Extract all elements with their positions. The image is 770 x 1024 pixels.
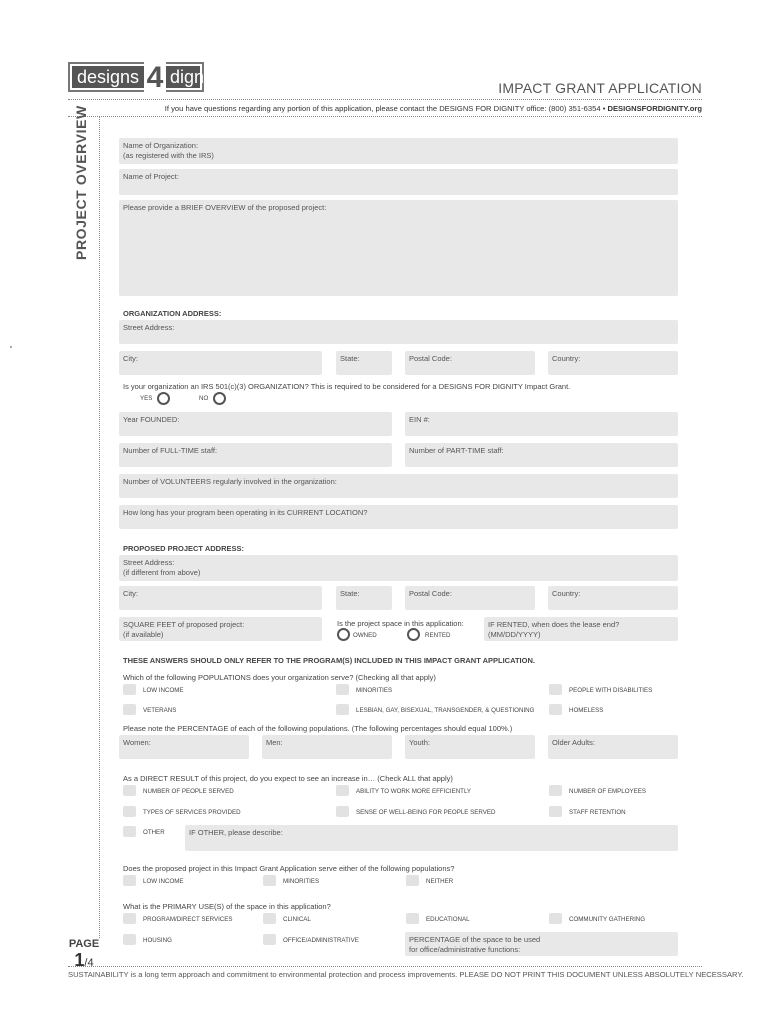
- option-minorities: MINORITIES: [356, 687, 393, 694]
- populations-question: Which of the following POPULATIONS does your organization serve? (Checking all that apply): [123, 673, 436, 682]
- irs-no-label: NO: [199, 395, 209, 402]
- org-name-sublabel: (as registered with the IRS): [123, 151, 214, 160]
- checkbox-program-services[interactable]: [123, 913, 136, 924]
- checkbox-other[interactable]: [123, 826, 136, 837]
- contact-text: If you have questions regarding any portion of this application, please contact the DESIGNS FOR DIGNITY office: (800) 351-6354: [164, 104, 601, 113]
- project-street-label: Street Address:: [123, 558, 175, 567]
- programs-heading: THESE ANSWERS SHOULD ONLY REFER TO THE PROGRAM(S) INCLUDED IN THIS IMPACT GRANT APPLICATION.: [123, 656, 535, 665]
- option-office-admin: OFFICE/ADMINISTRATIVE: [283, 937, 359, 944]
- org-name-field[interactable]: [119, 138, 678, 164]
- checkbox-educational[interactable]: [406, 913, 419, 924]
- page-title: IMPACT GRANT APPLICATION: [498, 80, 702, 96]
- option-homeless: HOMELESS: [569, 707, 604, 714]
- option-disabilities: PEOPLE WITH DISABILITIES: [569, 687, 653, 694]
- full-time-staff-label: Number of FULL-TIME staff:: [123, 446, 218, 455]
- owned-label: OWNED: [353, 632, 377, 639]
- checkbox-minorities[interactable]: [336, 684, 349, 695]
- checkbox-clinical[interactable]: [263, 913, 276, 924]
- square-feet-label: SQUARE FEET of proposed project:: [123, 620, 245, 629]
- checkbox-people-served[interactable]: [123, 785, 136, 796]
- org-state-label: State:: [340, 354, 360, 363]
- project-city-field[interactable]: [119, 586, 322, 610]
- other-describe-field[interactable]: [185, 825, 678, 851]
- percentage-question: Please note the PERCENTAGE of each of the following populations. (The following percentages should equal 100%.): [123, 724, 513, 733]
- lease-end-field[interactable]: [484, 617, 678, 641]
- header-divider-bottom: [68, 116, 702, 117]
- office-percentage-sublabel: for office/administrative functions:: [409, 945, 521, 954]
- designs-4-dignity-logo: [68, 61, 223, 94]
- org-street-label: Street Address:: [123, 323, 175, 332]
- option-services-types: TYPES OF SERVICES PROVIDED: [143, 809, 241, 816]
- women-pct-field[interactable]: [119, 735, 249, 759]
- men-pct-field[interactable]: [262, 735, 392, 759]
- year-founded-label: Year FOUNDED:: [123, 415, 180, 424]
- project-street-sublabel: (if different from above): [123, 568, 201, 577]
- checkbox-low-income[interactable]: [123, 684, 136, 695]
- project-state-label: State:: [340, 589, 360, 598]
- org-state-field[interactable]: [336, 351, 392, 375]
- checkbox-employees[interactable]: [549, 785, 562, 796]
- org-country-label: Country:: [552, 354, 581, 363]
- stray-mark: [10, 346, 12, 348]
- checkbox-serve-minorities[interactable]: [263, 875, 276, 886]
- location-duration-field[interactable]: [119, 505, 678, 529]
- option-housing: HOUSING: [143, 937, 172, 944]
- irs-yes-label: YES: [140, 395, 153, 402]
- part-time-staff-label: Number of PART-TIME staff:: [409, 446, 504, 455]
- option-other: OTHER: [143, 829, 165, 836]
- option-work-efficiently: ABILITY TO WORK MORE EFFICIENTLY: [356, 788, 472, 795]
- checkbox-lgbtq[interactable]: [336, 704, 349, 715]
- rented-label: RENTED: [425, 632, 451, 639]
- volunteers-label: Number of VOLUNTEERS regularly involved in the organization:: [123, 477, 337, 486]
- option-employees: NUMBER OF EMPLOYEES: [569, 788, 647, 795]
- checkbox-housing[interactable]: [123, 934, 136, 945]
- page-number: 1: [74, 950, 85, 970]
- rented-radio[interactable]: [407, 628, 420, 641]
- option-serve-minorities: MINORITIES: [283, 878, 320, 885]
- lease-end-label: IF RENTED, when does the lease end?: [488, 620, 620, 629]
- website-link[interactable]: DESIGNSFORDIGNITY.org: [607, 104, 702, 113]
- option-well-being: SENSE OF WELL-BEING FOR PEOPLE SERVED: [356, 809, 496, 816]
- option-lgbtq: LESBIAN, GAY, BISEXUAL, TRANSGENDER, & QUESTIONING: [356, 707, 535, 714]
- irs-question: Is your organization an IRS 501(c)(3) ORGANIZATION? This is required to be considered for a DESIGNS FOR DIGNITY Impact Grant.: [123, 382, 571, 391]
- option-serve-neither: NEITHER: [426, 878, 454, 885]
- checkbox-community-gathering[interactable]: [549, 913, 562, 924]
- org-city-label: City:: [123, 354, 138, 363]
- lease-end-format: (MM/DD/YYYY): [488, 630, 541, 639]
- older-adults-label: Older Adults:: [552, 738, 595, 747]
- logo-word-dignity: dignity: [170, 67, 223, 87]
- page-label: PAGE: [68, 938, 100, 950]
- contact-line: [165, 104, 702, 113]
- youth-label: Youth:: [409, 738, 430, 747]
- option-veterans: VETERANS: [143, 707, 177, 714]
- project-postal-label: Postal Code:: [409, 589, 452, 598]
- older-adults-pct-field[interactable]: [548, 735, 678, 759]
- option-serve-low-income: LOW INCOME: [143, 878, 184, 885]
- checkbox-serve-neither[interactable]: [406, 875, 419, 886]
- project-state-field[interactable]: [336, 586, 392, 610]
- org-name-label: Name of Organization:: [123, 141, 199, 150]
- serve-question: Does the proposed project in this Impact Grant Application serve either of the following populations?: [123, 864, 455, 873]
- project-overview-field[interactable]: [119, 200, 678, 296]
- option-clinical: CLINICAL: [283, 916, 311, 923]
- increase-question: As a DIRECT RESULT of this project, do you expect to see an increase in… (Check ALL that apply): [123, 774, 453, 783]
- org-postal-label: Postal Code:: [409, 354, 452, 363]
- project-country-label: Country:: [552, 589, 581, 598]
- section-title: PROJECT OVERVIEW: [73, 105, 89, 260]
- square-feet-field[interactable]: [119, 617, 322, 641]
- org-street-field[interactable]: [119, 320, 678, 344]
- space-question: Is the project space in this application:: [337, 619, 464, 628]
- project-address-heading: PROPOSED PROJECT ADDRESS:: [123, 544, 244, 553]
- footer-divider: [68, 966, 702, 967]
- project-overview-label: Please provide a BRIEF OVERVIEW of the proposed project:: [123, 203, 327, 212]
- header-divider: [68, 99, 702, 100]
- irs-yes-radio[interactable]: [157, 392, 170, 405]
- option-program-services: PROGRAM/DIRECT SERVICES: [143, 916, 233, 923]
- office-percentage-field[interactable]: [405, 932, 678, 956]
- org-address-heading: ORGANIZATION ADDRESS:: [123, 309, 222, 318]
- part-time-staff-field[interactable]: [405, 443, 678, 467]
- org-city-field[interactable]: [119, 351, 322, 375]
- project-name-label: Name of Project:: [123, 172, 179, 181]
- checkbox-staff-retention[interactable]: [549, 806, 562, 817]
- location-duration-label: How long has your program been operating in its CURRENT LOCATION?: [123, 508, 368, 517]
- full-time-staff-field[interactable]: [119, 443, 392, 467]
- sustainability-notice: SUSTAINABILITY is a long term approach and commitment to environmental protection and process improvements. PLEASE DO NOT PRINT THIS DOCUMENT UNLESS ABSOLUTELY NECESSARY.: [68, 970, 744, 979]
- checkbox-serve-low-income[interactable]: [123, 875, 136, 886]
- men-label: Men:: [266, 738, 283, 747]
- ein-field[interactable]: [405, 412, 678, 436]
- project-name-field[interactable]: [119, 169, 678, 195]
- checkbox-homeless[interactable]: [549, 704, 562, 715]
- other-describe-label: IF OTHER, please describe:: [189, 828, 283, 837]
- checkbox-services-types[interactable]: [123, 806, 136, 817]
- year-founded-field[interactable]: [119, 412, 392, 436]
- checkbox-veterans[interactable]: [123, 704, 136, 715]
- checkbox-well-being[interactable]: [336, 806, 349, 817]
- irs-no-radio[interactable]: [213, 392, 226, 405]
- owned-radio[interactable]: [337, 628, 350, 641]
- project-country-field[interactable]: [548, 586, 678, 610]
- ein-label: EIN #:: [409, 415, 430, 424]
- org-country-field[interactable]: [548, 351, 678, 375]
- contact-bullet: •: [602, 104, 606, 113]
- office-percentage-label: PERCENTAGE of the space to be used: [409, 935, 541, 944]
- checkbox-office-admin[interactable]: [263, 934, 276, 945]
- youth-pct-field[interactable]: [405, 735, 535, 759]
- square-feet-sublabel: (if available): [123, 630, 164, 639]
- use-question: What is the PRIMARY USE(S) of the space in this application?: [123, 902, 331, 911]
- page-total: /4: [84, 957, 94, 969]
- checkbox-disabilities[interactable]: [549, 684, 562, 695]
- project-street-field[interactable]: [119, 555, 678, 581]
- option-staff-retention: STAFF RETENTION: [569, 809, 626, 816]
- option-low-income: LOW INCOME: [143, 687, 184, 694]
- project-city-label: City:: [123, 589, 138, 598]
- women-label: Women:: [123, 738, 151, 747]
- logo-word-designs: designs: [77, 67, 140, 87]
- volunteers-field[interactable]: [119, 474, 678, 498]
- logo-digit: 4: [144, 61, 166, 95]
- option-community-gathering: COMMUNITY GATHERING: [569, 916, 646, 923]
- option-educational: EDUCATIONAL: [426, 916, 470, 923]
- project-postal-field[interactable]: [405, 586, 535, 610]
- checkbox-work-efficiently[interactable]: [336, 785, 349, 796]
- option-people-served: NUMBER OF PEOPLE SERVED: [143, 788, 234, 795]
- org-postal-field[interactable]: [405, 351, 535, 375]
